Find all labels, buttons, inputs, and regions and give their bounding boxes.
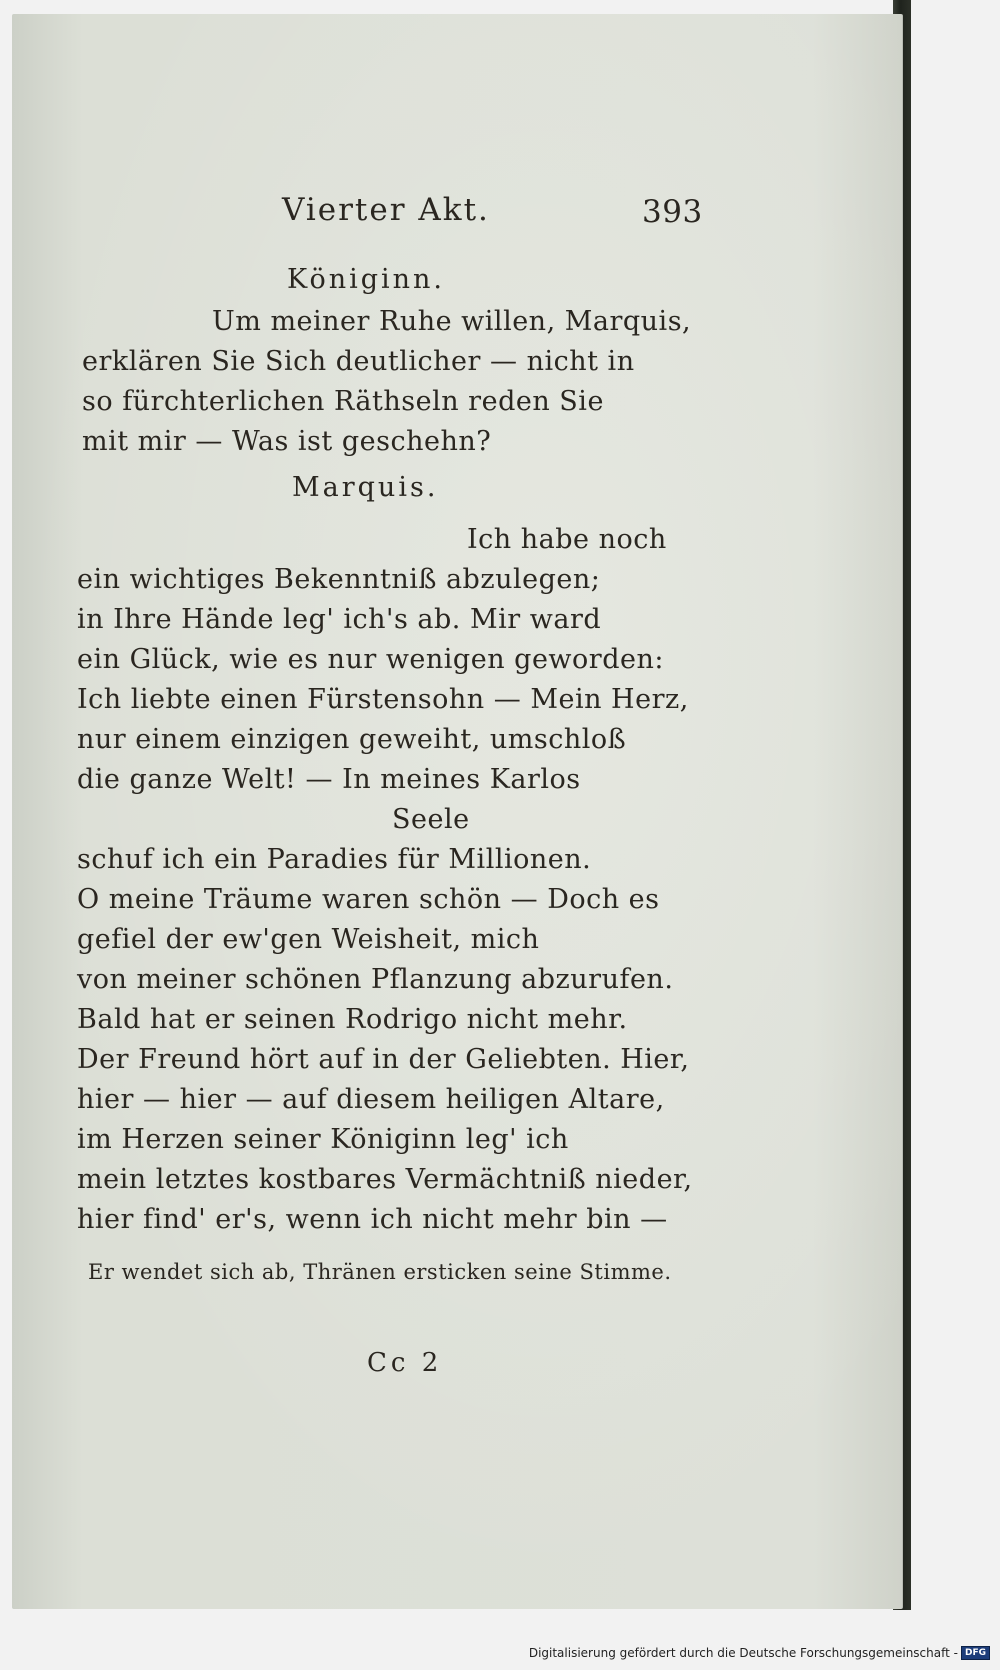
verse-line: mein letztes kostbares Vermächtniß nieder, xyxy=(77,1164,693,1195)
book-page xyxy=(12,14,902,1609)
verse-line: Der Freund hört auf in der Geliebten. Hier, xyxy=(77,1044,690,1075)
verse-line: erklären Sie Sich deutlicher — nicht in xyxy=(82,346,635,377)
verse-line: mit mir — Was ist geschehn? xyxy=(82,426,492,457)
verse-line: hier — hier — auf diesem heiligen Altare, xyxy=(77,1084,665,1115)
speaker-name: Marquis. xyxy=(292,472,439,503)
verse-line: Um meiner Ruhe willen, Marquis, xyxy=(212,306,692,337)
signature-mark: Cc 2 xyxy=(367,1348,443,1378)
verse-line: nur einem einzigen geweiht, umschloß xyxy=(77,724,627,755)
verse-line: Seele xyxy=(392,804,470,835)
verse-line: Ich liebte einen Fürstensohn — Mein Herz, xyxy=(77,684,689,715)
verse-line: O meine Träume waren schön — Doch es xyxy=(77,884,660,915)
verse-line: in Ihre Hände leg' ich's ab. Mir ward xyxy=(77,604,602,635)
dfg-logo: DFG xyxy=(961,1646,990,1660)
digitization-footer xyxy=(529,1646,990,1660)
verse-line: von meiner schönen Pflanzung abzurufen. xyxy=(77,964,674,995)
verse-line: Bald hat er seinen Rodrigo nicht mehr. xyxy=(77,1004,628,1035)
verse-line: so fürchterlichen Räthseln reden Sie xyxy=(82,386,604,417)
verse-line: Ich habe noch xyxy=(467,524,667,555)
verse-line: die ganze Welt! — In meines Karlos xyxy=(77,764,581,795)
footer-credit: Digitalisierung gefördert durch die Deutsche Forschungsgemeinschaft - xyxy=(528,1646,958,1660)
verse-line: gefiel der ew'gen Weisheit, mich xyxy=(77,924,540,955)
verse-line: schuf ich ein Paradies für Millionen. xyxy=(77,844,592,875)
verse-line: ein Glück, wie es nur wenigen geworden: xyxy=(77,644,664,675)
page-number: 393 xyxy=(642,194,703,230)
verse-line: hier find' er's, wenn ich nicht mehr bin — xyxy=(77,1204,668,1235)
stage-direction: Er wendet sich ab, Thränen ersticken seine Stimme. xyxy=(88,1260,672,1284)
verse-line: ein wichtiges Bekenntniß abzulegen; xyxy=(77,564,601,595)
verse-line: im Herzen seiner Königinn leg' ich xyxy=(77,1124,569,1155)
running-title: Vierter Akt. xyxy=(282,192,490,228)
speaker-name: Königinn. xyxy=(287,264,446,295)
